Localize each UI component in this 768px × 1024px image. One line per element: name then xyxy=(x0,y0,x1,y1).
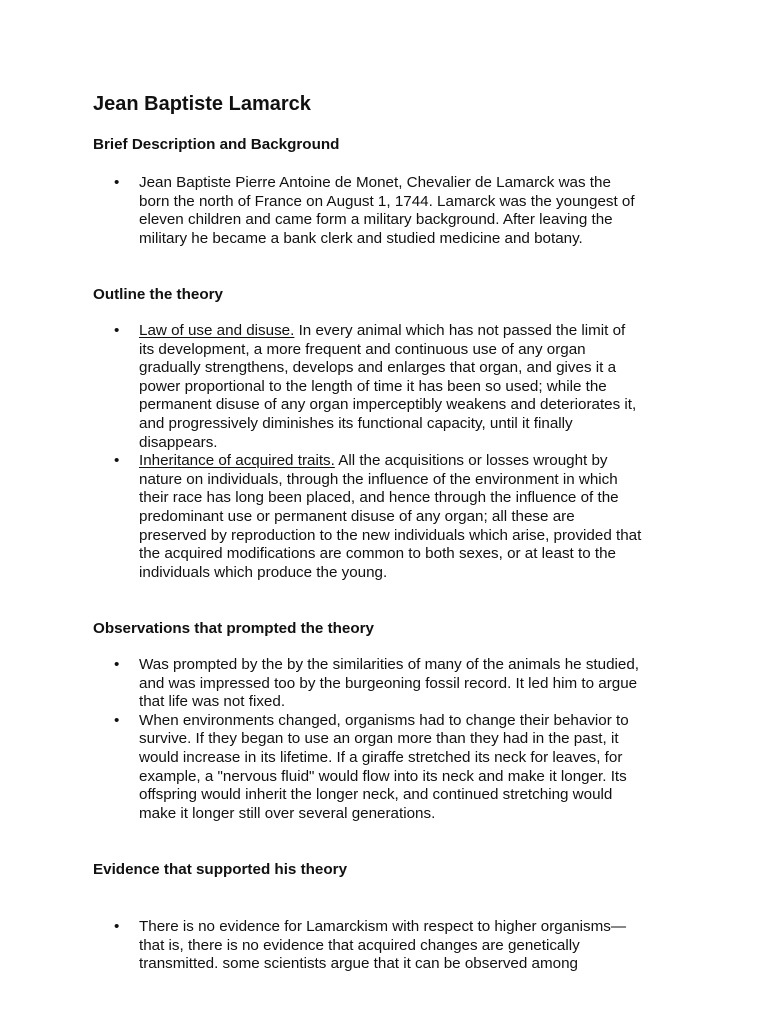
list-item xyxy=(93,452,683,582)
text-line: and was impressed too by the burgeoning fossil record. It led him to argue xyxy=(139,674,638,692)
text-line: its development, a more frequent and continuous use of any organ xyxy=(139,340,586,358)
text-fragment: In every animal which has not passed the limit of xyxy=(294,322,626,339)
text-line: Was prompted by the by the similarities of many of the animals he studied, xyxy=(139,656,640,673)
bullet-text xyxy=(139,918,683,974)
outline-bullet-list xyxy=(93,322,683,582)
term-law-of-use-and-disuse: Law of use and disuse. xyxy=(139,322,295,339)
bullet-text xyxy=(139,322,683,452)
bullet-text xyxy=(139,712,683,824)
text-line: make it longer still over several generations. xyxy=(139,804,436,822)
text-line: Jean Baptiste Pierre Antoine de Monet, Chevalier de Lamarck was the xyxy=(139,174,611,191)
text-line: born the north of France on August 1, 1744. Lamarck was the youngest of xyxy=(139,192,635,210)
list-item xyxy=(93,712,683,824)
list-item xyxy=(93,322,683,452)
text-line xyxy=(139,322,683,341)
bullet-text xyxy=(139,452,683,582)
list-item xyxy=(93,174,683,248)
text-line: survive. If they began to use an organ more than they had in the past, it xyxy=(139,730,619,748)
text-line: eleven children and came form a military background. After leaving the xyxy=(139,211,613,229)
text-line: power proportional to the length of time it has been so used; while the xyxy=(139,377,607,395)
text-line: When environments changed, organisms had to change their behavior to xyxy=(139,711,629,729)
text-line: that is, there is no evidence that acquired changes are genetically xyxy=(139,936,580,954)
text-line: the acquired modifications are common to both sexes, or at least to the xyxy=(139,545,616,563)
text-line: and progressively diminishes its functional capacity, until it finally xyxy=(139,414,573,432)
text-line: their race has long been placed, and hence through the influence of the xyxy=(139,489,619,507)
text-line: example, a "nervous fluid" would flow into its neck and make it longer. Its xyxy=(139,767,627,785)
text-line: There is no evidence for Lamarckism with respect to higher organisms— xyxy=(139,918,627,935)
text-line: preserved by reproduction to the new individuals which arise, provided that xyxy=(139,526,642,544)
text-line: that life was not fixed. xyxy=(139,693,286,711)
bullet-text xyxy=(139,656,683,712)
evidence-bullet-list xyxy=(93,918,683,974)
bullet-icon: • xyxy=(114,322,120,339)
section-heading-background: Brief Description and Background xyxy=(93,136,340,153)
text-line: gradually strengthens, develops and enlarges that organ, and gives it a xyxy=(139,359,617,377)
text-line: disappears. xyxy=(139,433,218,451)
section-heading-outline: Outline the theory xyxy=(93,286,223,303)
document-title: Jean Baptiste Lamarck xyxy=(93,93,311,115)
bullet-text xyxy=(139,174,683,248)
bullet-icon: • xyxy=(114,656,120,673)
bullet-icon: • xyxy=(114,918,120,935)
term-inheritance-of-acquired-traits: Inheritance of acquired traits. xyxy=(139,452,335,470)
list-item xyxy=(93,656,683,712)
section-heading-observations: Observations that prompted the theory xyxy=(93,620,375,637)
text-line: predominant use or permanent disuse of any organ; all these are xyxy=(139,507,575,525)
list-item xyxy=(93,918,683,974)
text-line: individuals which produce the young. xyxy=(139,563,388,581)
bullet-icon: • xyxy=(114,452,120,470)
bullet-icon: • xyxy=(114,711,120,729)
background-bullet-list xyxy=(93,174,683,248)
observations-bullet-list xyxy=(93,656,683,823)
text-fragment: All the acquisitions or losses wrought by xyxy=(334,452,608,470)
text-line: would increase in its lifetime. If a giraffe stretched its neck for leaves, for xyxy=(139,748,623,766)
text-line: nature on individuals, through the influence of the environment in which xyxy=(139,470,618,488)
text-line: offspring would inherit the longer neck, and continued stretching would xyxy=(139,786,613,804)
text-line: permanent disuse of any organ imperceptibly weakens and deteriorates it, xyxy=(139,396,637,414)
bullet-icon: • xyxy=(114,174,120,191)
text-line xyxy=(139,452,683,471)
text-line: military he became a bank clerk and studied medicine and botany. xyxy=(139,229,583,247)
section-heading-evidence: Evidence that supported his theory xyxy=(93,861,348,878)
text-line: transmitted. some scientists argue that it can be observed among xyxy=(139,955,578,973)
